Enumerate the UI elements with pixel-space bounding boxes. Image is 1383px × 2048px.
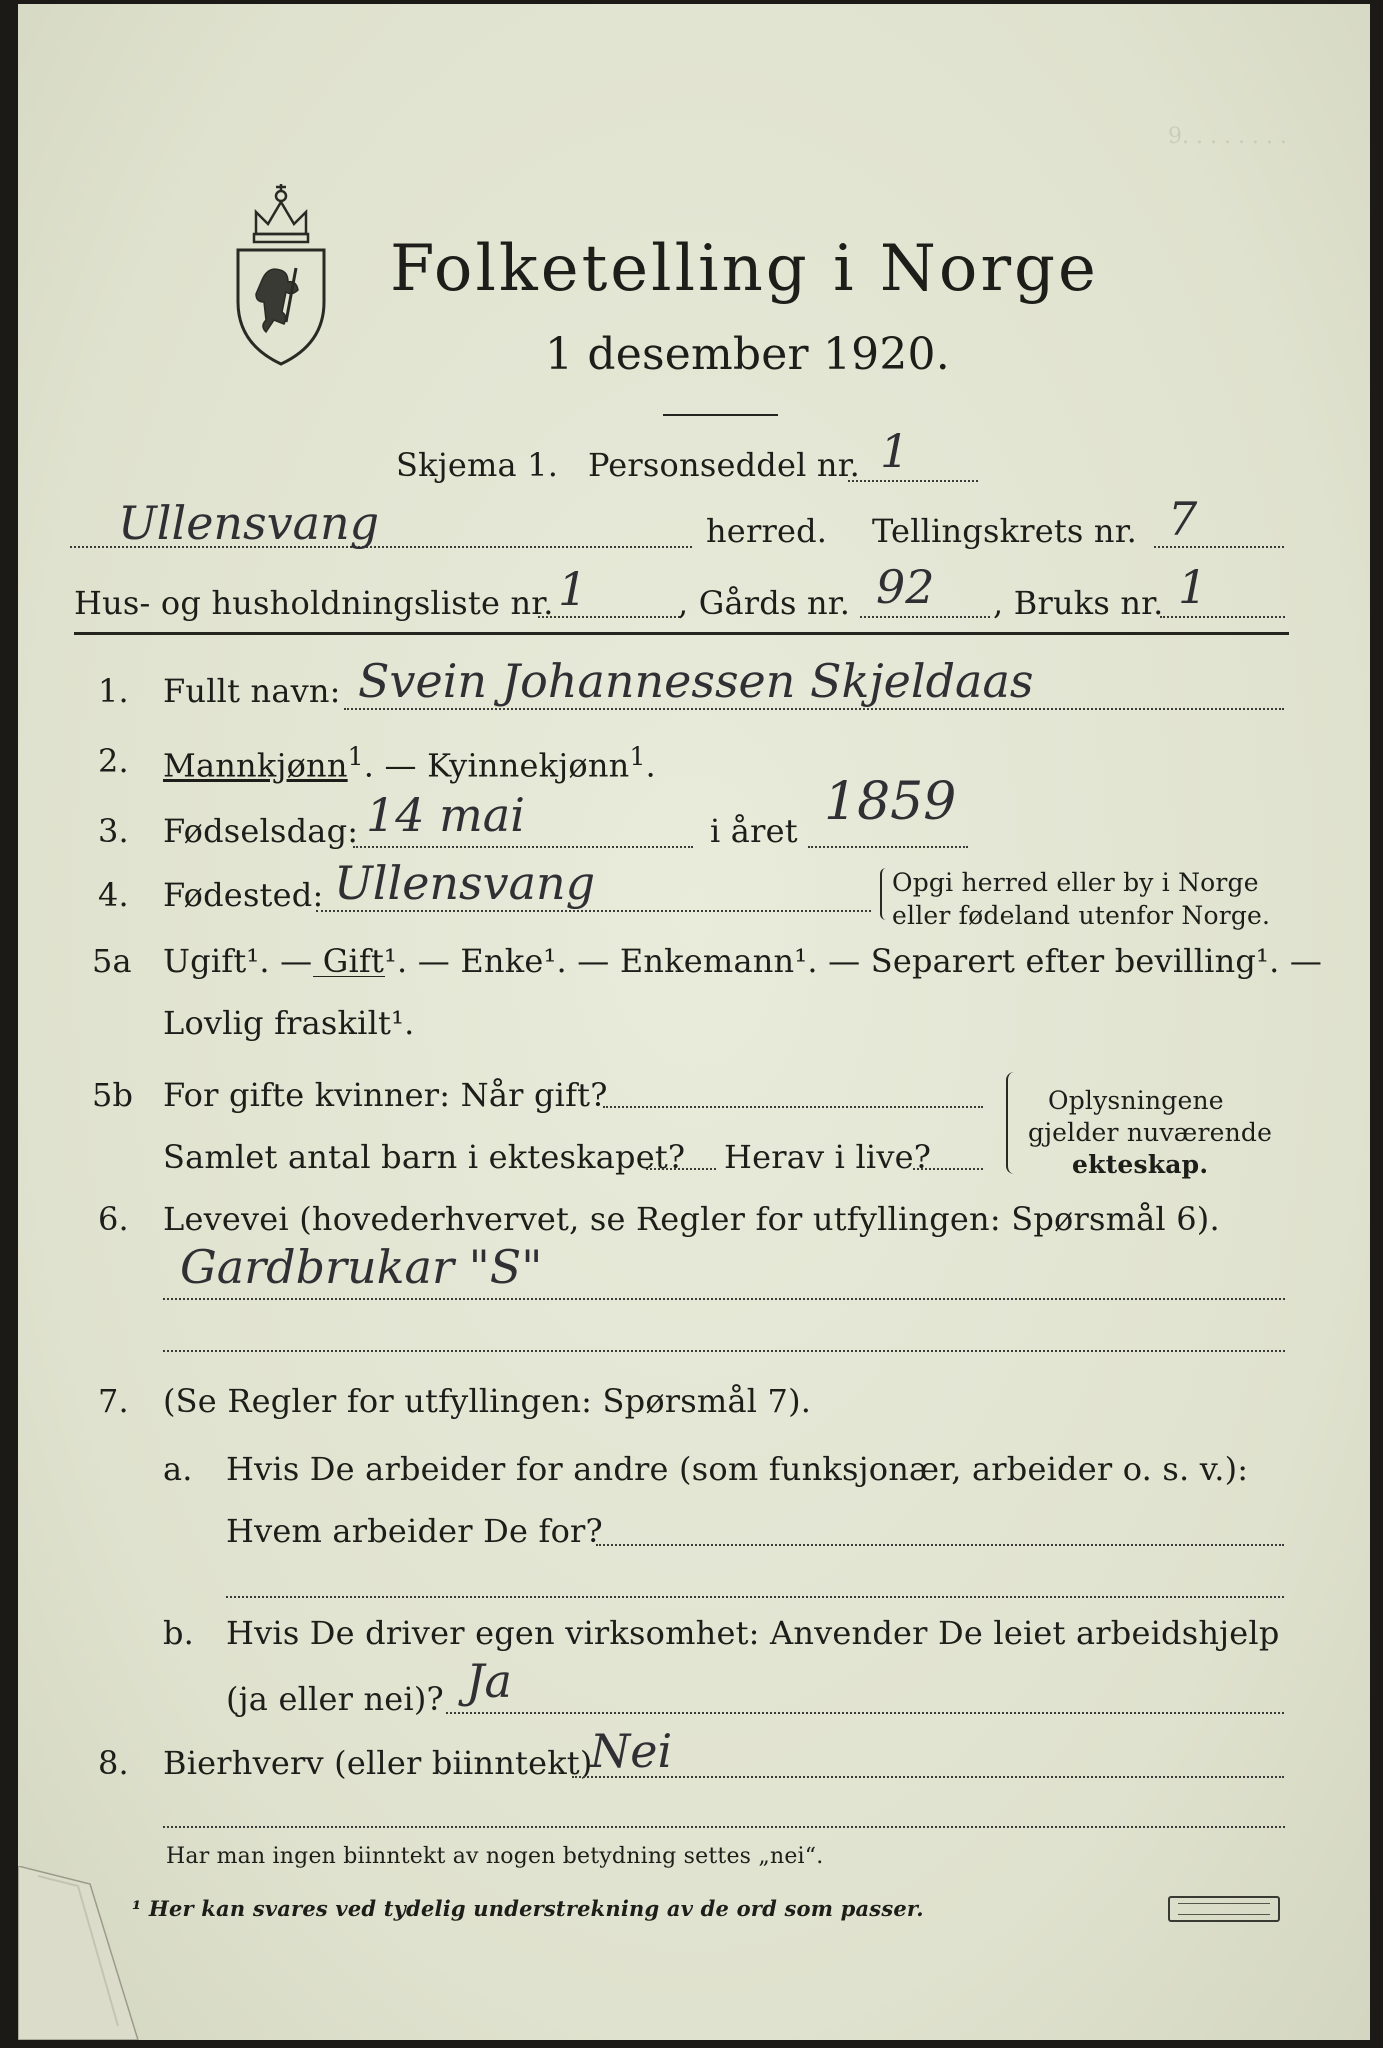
bleed-through-text: 9. . . . . . . . (1168, 124, 1287, 149)
q6-line-2 (163, 1350, 1285, 1352)
q2-separator: . — (363, 746, 428, 785)
gards-value: 92 (876, 560, 935, 614)
q4-brace (880, 868, 886, 920)
q8-number: 8. (98, 1744, 129, 1782)
q8-value: Nei (590, 1724, 673, 1778)
q3-number: 3. (98, 812, 129, 850)
q8-label: Bierhverv (eller biinntekt) (163, 1744, 593, 1782)
footer-note-underline: ¹ Her kan svares ved tydelig understrekning av de ord som passer. (132, 1896, 924, 1921)
q5b-note-line2: gjelder nuværende (1028, 1118, 1273, 1147)
q1-label: Fullt navn: (163, 672, 341, 710)
q1-value: Svein Johannessen Skjeldaas (358, 654, 1034, 708)
husliste-value: 1 (558, 562, 588, 616)
footer-note-biinntekt: Har man ingen biinntekt av nogen betydning settes „nei“. (166, 1844, 824, 1869)
coat-of-arms-icon (226, 172, 336, 372)
q1-line (344, 708, 1284, 710)
q6-line-1 (163, 1298, 1285, 1300)
title-divider (663, 414, 778, 416)
q2-options (163, 742, 656, 785)
q5b-label-children: Samlet antal barn i ekteskapet? (163, 1138, 686, 1176)
q5b-note-line3: ekteskap. (1072, 1150, 1209, 1179)
q5b-label-married-when: For gifte kvinner: Når gift? (163, 1076, 608, 1114)
q5b-alive-line (913, 1168, 983, 1170)
q8-line-2 (163, 1826, 1285, 1828)
q4-label: Fødested: (163, 876, 324, 914)
folded-corner (18, 1866, 148, 2040)
q6-label: Levevei (hovederhvervet, se Regler for utfyllingen: Spørsmål 6). (163, 1200, 1220, 1238)
tellingskrets-value: 7 (1168, 492, 1198, 546)
q3-day-value: 14 mai (366, 788, 525, 842)
herred-value: Ullensvang (118, 496, 380, 550)
q4-number: 4. (98, 876, 129, 914)
q4-note-line1: Opgi herred eller by i Norge (892, 868, 1259, 897)
q4-value: Ullensvang (334, 856, 596, 910)
q2-end: . (645, 746, 656, 785)
header-rule (74, 632, 1289, 635)
herred-label: herred. (706, 512, 828, 550)
personseddel-label: Personseddel nr. (588, 446, 861, 484)
q7b-number: b. (163, 1614, 195, 1652)
census-form-page (18, 4, 1370, 2040)
q3-day-line (353, 846, 693, 848)
q3-year-value: 1859 (824, 772, 957, 832)
q2-mann-footnote: 1 (347, 742, 364, 771)
q7b-line2: (ja eller nei)? (226, 1680, 444, 1718)
q7a-number: a. (163, 1450, 193, 1488)
q2-mann-option: Mannkjønn (163, 746, 348, 785)
q2-kvinne-footnote: 1 (629, 742, 646, 771)
q6-value: Gardbrukar "S" (180, 1240, 543, 1294)
q7b-line1: Hvis De driver egen virksomhet: Anvender De leiet arbeidshjelp (226, 1614, 1280, 1652)
q5a-gift-underline (313, 976, 385, 977)
q6-number: 6. (98, 1200, 129, 1238)
q7a-line2: Hvem arbeider De for? (226, 1512, 603, 1550)
form-date: 1 desember 1920. (545, 329, 950, 380)
printer-stamp (1168, 1896, 1280, 1922)
husliste-label: Hus- og husholdningsliste nr. (74, 584, 554, 622)
q7-number: 7. (98, 1382, 129, 1420)
husliste-line (538, 616, 680, 618)
q3-year-label: i året (710, 812, 798, 850)
gards-label: , Gårds nr. (678, 584, 851, 622)
q5a-number: 5a (92, 942, 132, 980)
q5a-options-line1: Ugift¹. — Gift¹. — Enke¹. — Enkemann¹. — Separert efter bevilling¹. — (163, 942, 1323, 980)
q7-label: (Se Regler for utfyllingen: Spørsmål 7). (163, 1382, 812, 1420)
q5b-number: 5b (92, 1076, 134, 1114)
tellingskrets-line (1154, 546, 1284, 548)
q2-number: 2. (98, 742, 129, 780)
bruks-line (1160, 616, 1285, 618)
q7a-line-2 (226, 1596, 1284, 1598)
q2-kvinne-option: Kyinnekjønn (427, 746, 630, 785)
bruks-value: 1 (1178, 560, 1208, 614)
q3-year-line (808, 846, 968, 848)
q5b-note-line1: Oplysningene (1048, 1086, 1224, 1115)
q4-line (316, 910, 871, 912)
q5b-label-alive: Herav i live? (724, 1138, 932, 1176)
form-title: Folketelling i Norge (390, 232, 1099, 306)
q5b-married-when-line (603, 1106, 983, 1108)
tellingskrets-label: Tellingskrets nr. (872, 512, 1138, 550)
q7b-value: Ja (466, 1654, 512, 1708)
q8-line (572, 1776, 1284, 1778)
q7b-line (446, 1712, 1284, 1714)
q4-note-line2: eller fødeland utenfor Norge. (892, 901, 1271, 930)
q5b-brace (1006, 1072, 1016, 1174)
q3-label: Fødselsdag: (163, 812, 359, 850)
q1-number: 1. (98, 672, 129, 710)
gards-line (860, 616, 990, 618)
schema-label: Skjema 1. (396, 446, 559, 484)
q5a-options-line2: Lovlig fraskilt¹. (163, 1004, 415, 1042)
personseddel-line (848, 480, 978, 482)
personseddel-value: 1 (880, 424, 910, 478)
bruks-label: , Bruks nr. (993, 584, 1164, 622)
q7a-line1: Hvis De arbeider for andre (som funksjonær, arbeider o. s. v.): (226, 1450, 1249, 1488)
q5b-children-line (646, 1168, 716, 1170)
q7a-line (596, 1544, 1284, 1546)
